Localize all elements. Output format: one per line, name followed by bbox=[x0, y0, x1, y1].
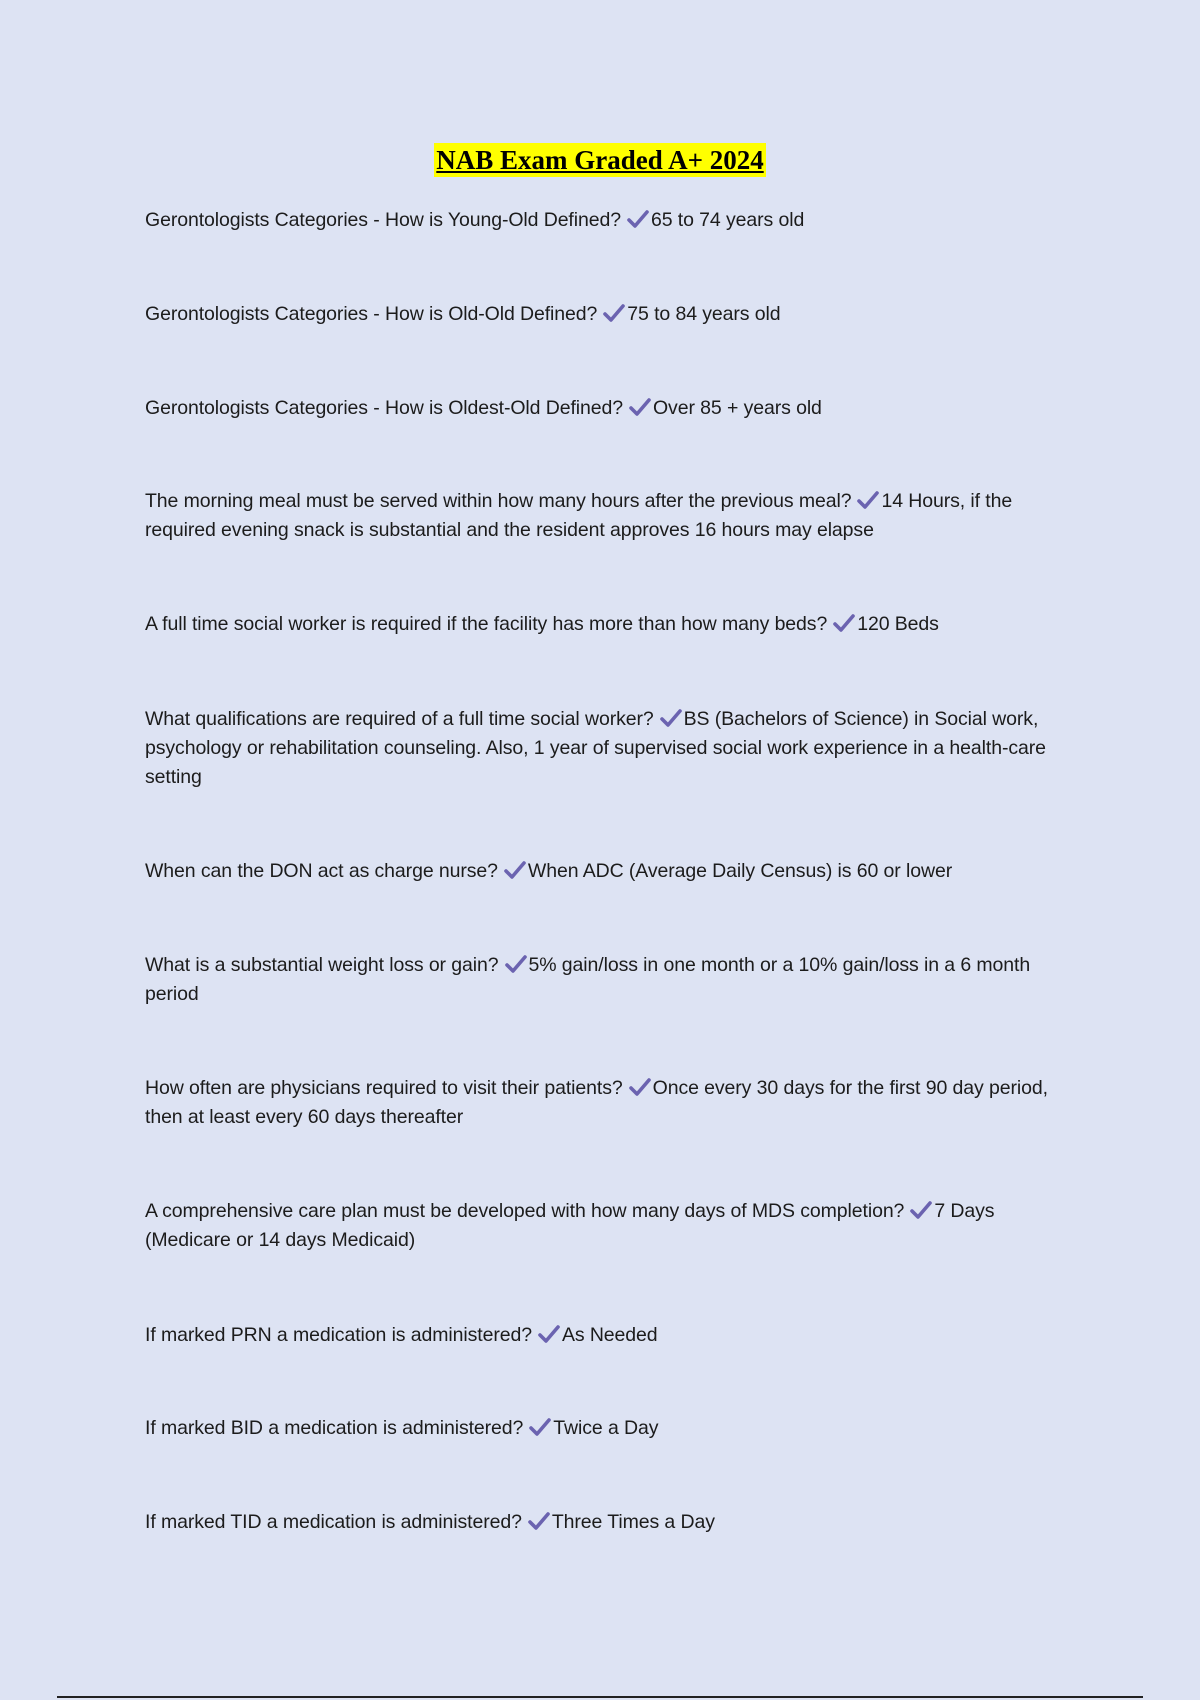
qa-item bbox=[145, 1414, 1050, 1443]
question-text: What is a substantial weight loss or gain? bbox=[145, 954, 499, 976]
qa-item bbox=[145, 610, 1050, 639]
checkmark-icon bbox=[538, 1325, 560, 1343]
question-text: The morning meal must be served within how many hours after the previous meal? bbox=[145, 490, 852, 512]
answer-text: 7 Days (Medicare or 14 days Medicaid) bbox=[145, 1200, 995, 1251]
qa-item bbox=[145, 951, 1050, 1009]
checkmark-icon bbox=[529, 1418, 551, 1436]
qa-item bbox=[145, 1508, 1050, 1537]
qa-item bbox=[145, 857, 1050, 886]
qa-item bbox=[145, 705, 1050, 792]
document-title: NAB Exam Graded A+ 2024 bbox=[436, 145, 764, 175]
question-text: Gerontologists Categories - How is Oldest-Old Defined? bbox=[145, 397, 623, 419]
question-text: What qualifications are required of a full time social worker? bbox=[145, 708, 654, 730]
answer-text: Three Times a Day bbox=[551, 1511, 715, 1533]
question-text: Gerontologists Categories - How is Young-Old Defined? bbox=[145, 209, 621, 231]
answer-text: Twice a Day bbox=[553, 1417, 659, 1439]
checkmark-icon bbox=[603, 304, 625, 322]
question-text: If marked TID a medication is administered? bbox=[145, 1511, 522, 1533]
qa-item bbox=[145, 394, 1050, 423]
checkmark-icon bbox=[505, 955, 527, 973]
answer-text: 14 Hours, if the required evening snack is substantial and the resident approves 16 hours may elapse bbox=[145, 490, 1013, 541]
checkmark-icon bbox=[627, 210, 649, 228]
title-container bbox=[0, 143, 1200, 177]
answer-text: Over 85 + years old bbox=[652, 397, 822, 419]
answer-text: When ADC (Average Daily Census) is 60 or lower bbox=[527, 860, 953, 882]
answer-text: Once every 30 days for the first 90 day period, then at least every 60 days thereafter bbox=[145, 1077, 1048, 1128]
question-text: If marked PRN a medication is administered? bbox=[145, 1324, 532, 1346]
question-text: How often are physicians required to visit their patients? bbox=[145, 1077, 623, 1099]
question-text: A full time social worker is required if the facility has more than how many beds? bbox=[145, 613, 828, 635]
checkmark-icon bbox=[504, 861, 526, 879]
answer-text: 120 Beds bbox=[857, 613, 939, 635]
qa-item bbox=[145, 206, 1050, 235]
answer-text: 75 to 84 years old bbox=[627, 303, 781, 325]
answer-text: 65 to 74 years old bbox=[650, 209, 805, 231]
qa-item bbox=[145, 1197, 1050, 1255]
question-text: If marked BID a medication is administered? bbox=[145, 1417, 524, 1439]
checkmark-icon bbox=[833, 614, 855, 632]
checkmark-icon bbox=[857, 491, 879, 509]
qa-item bbox=[145, 300, 1050, 329]
qa-item bbox=[145, 487, 1050, 545]
checkmark-icon bbox=[660, 709, 682, 727]
footer-divider bbox=[57, 1696, 1143, 1698]
question-text: Gerontologists Categories - How is Old-Old Defined? bbox=[145, 303, 598, 325]
checkmark-icon bbox=[629, 1078, 651, 1096]
answer-text: 5% gain/loss in one month or a 10% gain/loss in a 6 month period bbox=[145, 954, 1031, 1005]
question-text: A comprehensive care plan must be developed with how many days of MDS completion? bbox=[145, 1200, 905, 1222]
answer-text: BS (Bachelors of Science) in Social work, psychology or rehabilitation counseling. Also, 1 year of supervised social work experience in a health-care setting bbox=[145, 708, 1046, 788]
qa-item bbox=[145, 1074, 1050, 1132]
checkmark-icon bbox=[528, 1512, 550, 1530]
answer-text: As Needed bbox=[561, 1324, 658, 1346]
checkmark-icon bbox=[910, 1201, 932, 1219]
question-text: When can the DON act as charge nurse? bbox=[145, 860, 498, 882]
qa-item bbox=[145, 1321, 1050, 1350]
checkmark-icon bbox=[629, 398, 651, 416]
